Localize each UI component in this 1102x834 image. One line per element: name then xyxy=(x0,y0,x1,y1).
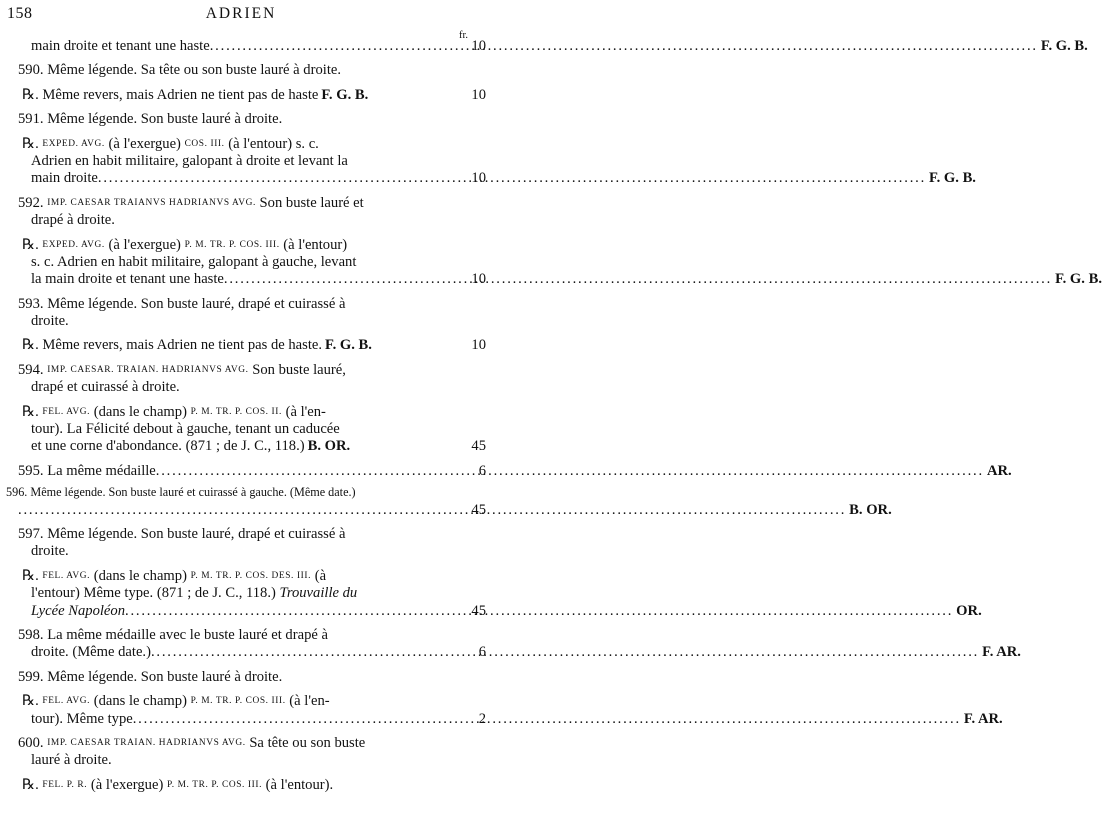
running-title: ADRIEN xyxy=(205,5,277,22)
text-line: tour). La Félicité debout à gauche, tenant un caducée xyxy=(31,421,340,438)
text-line: l'entour) Même type. (871 ; de J. C., 118.) Trouvaille du xyxy=(31,585,358,602)
catalogue-entry xyxy=(18,111,474,128)
catalogue-entry xyxy=(18,462,1012,480)
catalogue-entry xyxy=(18,362,474,397)
text-line: la main droite et tenant une haste ..... F. G. B. 10 xyxy=(18,271,474,288)
text-line: 599. Même légende. Son buste lauré à droite. xyxy=(18,668,283,685)
price-value: 45 xyxy=(471,602,486,619)
catalogue-entry xyxy=(18,735,474,770)
rarity-mark: B. OR. xyxy=(849,501,892,518)
text-line: ℞. FEL. AVG. (dans le champ) P. M. TR. P. COS. III. (à l'en- xyxy=(22,693,330,710)
text-line: droite. (Même date.) ..... F. AR. 6 xyxy=(18,644,474,661)
catalogue-entry xyxy=(18,337,486,354)
price-value: 10 xyxy=(471,170,486,187)
rarity-mark: F. G. B. xyxy=(1055,271,1102,288)
catalogue-text xyxy=(6,38,1102,801)
catalogue-entry xyxy=(18,777,474,794)
catalogue-entry xyxy=(18,693,1003,728)
catalogue-entry xyxy=(18,236,1102,289)
catalogue-entry xyxy=(18,38,1088,55)
price-value: 45 xyxy=(471,438,486,455)
page-number: 158 xyxy=(7,5,33,22)
text-line: 600. IMP. CAESAR TRAIAN. HADRIANVS AVG. Sa tête ou son buste xyxy=(18,734,366,751)
rarity-mark: F. AR. xyxy=(982,644,1021,661)
price-value: 10 xyxy=(471,86,486,103)
dot-leader xyxy=(98,170,926,187)
text-line: main droite ..... F. G. B. 10 xyxy=(18,170,474,187)
text-line xyxy=(18,501,892,519)
rarity-mark: F. G. B. xyxy=(325,337,372,354)
text-line: ℞. EXPED. AVG. (à l'exergue) P. M. TR. P. COS. III. (à l'entour) xyxy=(22,236,348,253)
catalogue-entry xyxy=(18,62,474,79)
rarity-mark: F. AR. xyxy=(963,710,1003,727)
catalogue-entry xyxy=(18,135,976,188)
text-line: ℞. Même revers, mais Adrien ne tient pas de haste. F. G. B. 10 xyxy=(22,337,486,354)
text-line: ℞. FEL. AVG. (dans le champ) P. M. TR. P. COS. II. (à l'en- xyxy=(22,403,326,420)
text-line: ℞. FEL. P. R. (à l'exergue) P. M. TR. P. COS. III. (à l'entour). xyxy=(22,776,334,793)
rarity-mark: OR. xyxy=(956,602,982,619)
dot-leader xyxy=(125,603,953,620)
catalogue-entry xyxy=(18,195,474,230)
catalogue-entry xyxy=(18,669,474,686)
text-line: 596. Même légende. Son buste lauré et cuirassé à gauche. (Même date.) xyxy=(6,485,356,500)
catalogue-entry xyxy=(6,484,892,519)
catalogue-entry xyxy=(18,526,474,561)
text-line: tour). Même type ..... F. AR. 2 xyxy=(18,711,474,728)
price-value: 10 xyxy=(471,271,486,288)
text-line: et une corne d'abondance. (871 ; de J. C., 118.) B. OR. 45 xyxy=(31,438,486,455)
text-line: ℞. EXPED. AVG. (à l'exergue) COS. III. (à l'entour) s. c. xyxy=(22,135,319,152)
price-value: 6 xyxy=(478,462,486,479)
price-value: 10 xyxy=(471,337,486,354)
text-line: 592. IMP. CAESAR TRAIANVS HADRIANVS AVG. Son buste lauré et xyxy=(18,194,364,211)
catalogue-entry xyxy=(18,403,486,456)
price-value: 2 xyxy=(478,710,486,727)
text-line: s. c. Adrien en habit militaire, galopant à gauche, levant xyxy=(31,253,357,270)
text-line: 590. Même légende. Sa tête ou son buste lauré à droite. xyxy=(18,62,341,79)
rarity-mark: B. OR. xyxy=(307,438,351,455)
text-line: 594. IMP. CAESAR. TRAIAN. HADRIANVS AVG. Son buste lauré, xyxy=(18,361,346,378)
text-line: droite. xyxy=(31,313,69,330)
text-line: 595. La même médaille ..... AR. 6 xyxy=(18,463,474,480)
rarity-mark: F. G. B. xyxy=(1040,38,1088,54)
catalogue-entry xyxy=(18,567,982,620)
dot-leader xyxy=(210,38,1038,55)
text-line: lauré à droite. xyxy=(31,752,112,769)
price-value: 45 xyxy=(471,501,486,518)
text-line: ℞. FEL. AVG. (dans le champ) P. M. TR. P. COS. DES. III. (à xyxy=(22,567,327,584)
catalogue-entry xyxy=(18,86,486,104)
catalogue-entry xyxy=(18,296,474,331)
text-line: 597. Même légende. Son buste lauré, drapé et cuirassé à xyxy=(18,525,346,542)
dot-leader xyxy=(151,644,979,661)
text-line: Lycée Napoléon ..... OR. 45 xyxy=(18,603,474,620)
rarity-mark: AR. xyxy=(986,462,1012,479)
price-value: 6 xyxy=(478,644,486,661)
price-value: 10 xyxy=(471,38,486,54)
text-line: drapé et cuirassé à droite. xyxy=(31,379,180,396)
text-line: drapé à droite. xyxy=(31,212,115,229)
rarity-mark: F. G. B. xyxy=(321,86,369,103)
dot-leader xyxy=(156,463,984,480)
text-line: main droite et tenant une haste ..... F. G. B. 10 xyxy=(18,38,474,55)
rarity-mark: F. G. B. xyxy=(929,170,976,187)
text-line: Adrien en habit militaire, galopant à droite et levant la xyxy=(31,152,348,169)
dot-leader xyxy=(18,502,846,519)
text-line: 591. Même légende. Son buste lauré à droite. xyxy=(18,111,283,128)
price-column-label: fr. xyxy=(458,30,468,41)
catalogue-entry xyxy=(18,626,1021,662)
dot-leader xyxy=(133,711,961,728)
text-line: droite. xyxy=(31,543,69,560)
text-line: ℞. Même revers, mais Adrien ne tient pas de haste F. G. B. 10 xyxy=(22,86,486,103)
text-line: 598. La même médaille avec le buste lauré et drapé à xyxy=(18,626,328,643)
dot-leader xyxy=(224,271,1052,288)
page-header xyxy=(7,5,475,27)
text-line: 593. Même légende. Son buste lauré, drapé et cuirassé à xyxy=(18,295,346,312)
